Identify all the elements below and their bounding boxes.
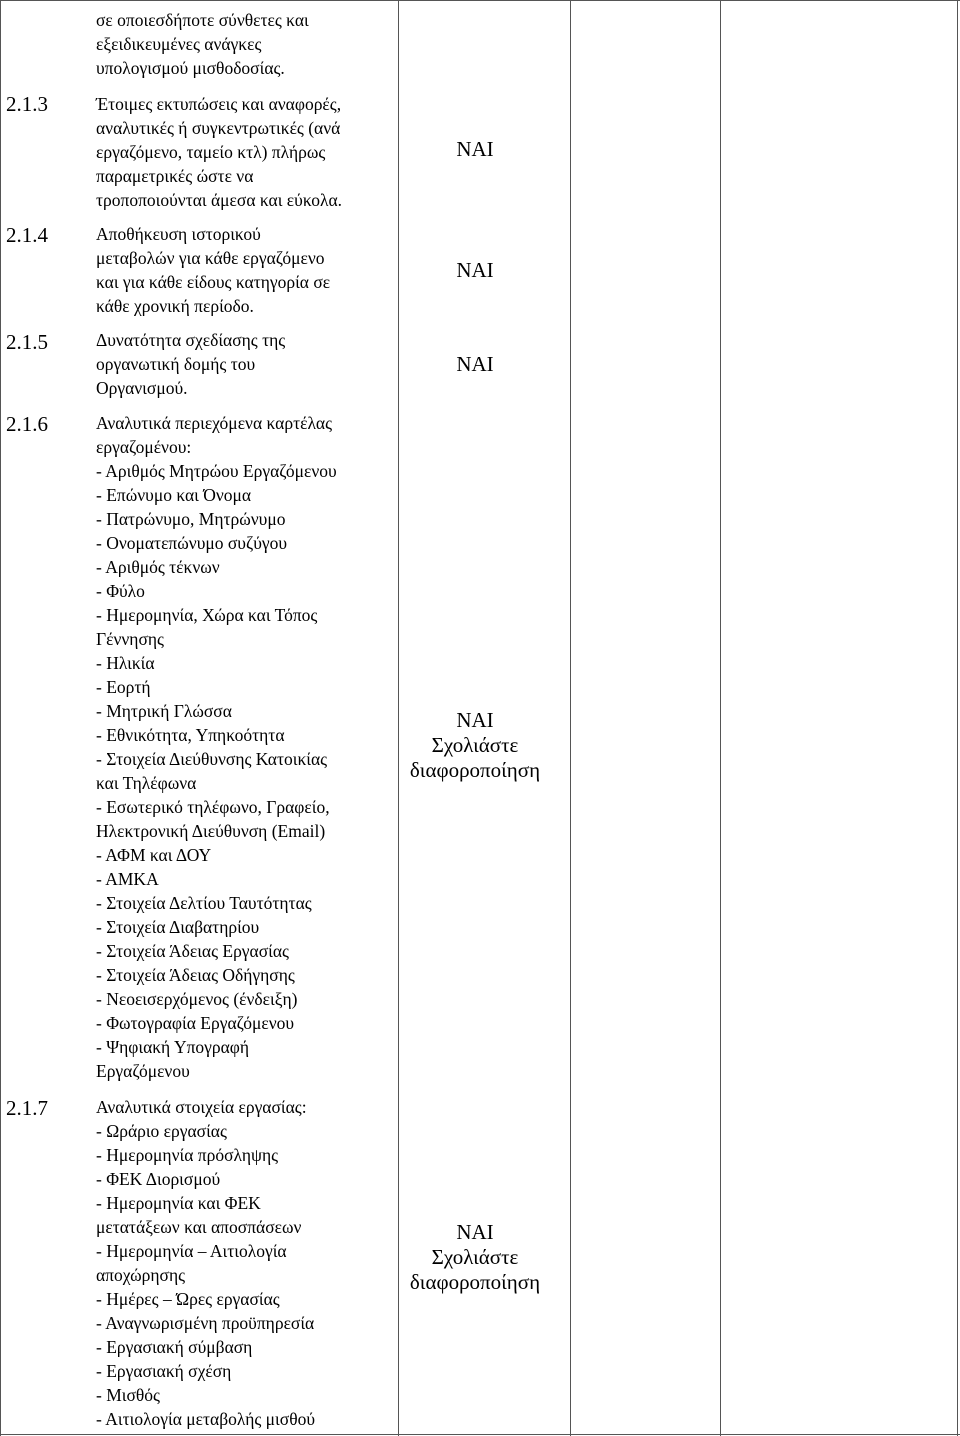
- description-line: - ΑΜΚΑ: [96, 869, 159, 889]
- description-line: Γέννησης: [96, 629, 164, 649]
- answer-line: διαφοροποίηση: [409, 758, 541, 782]
- description-line: - Ημέρες – Ώρες εργασίας: [96, 1289, 280, 1309]
- description-line: εργαζόμενο, ταμείο κτλ) πλήρως: [96, 142, 326, 162]
- description-line: Οργανισμού.: [96, 378, 188, 398]
- description-line: - Στοιχεία Άδειας Οδήγησης: [96, 965, 295, 985]
- description-line: Έτοιμες εκτυπώσεις και αναφορές,: [96, 94, 342, 114]
- description-line: - Εργασιακή σύμβαση: [96, 1337, 253, 1357]
- requirement-number: 2.1.3: [6, 92, 48, 116]
- description-line: - Εθνικότητα, Υπηκοότητα: [96, 725, 285, 745]
- requirement-number: 2.1.6: [6, 412, 48, 436]
- answer-line: ΝΑΙ: [456, 137, 494, 161]
- requirement-number: 2.1.4: [6, 223, 48, 247]
- description-line: Εργαζόμενου: [96, 1061, 190, 1081]
- description-line: - Ψηφιακή Υπογραφή: [96, 1037, 250, 1057]
- description-line: - Στοιχεία Άδειας Εργασίας: [96, 941, 289, 961]
- description-line: αναλυτικές ή συγκεντρωτικές (ανά: [96, 118, 341, 138]
- column-divider-left: [0, 0, 1, 1436]
- description-line: - Στοιχεία Διαβατηρίου: [96, 917, 260, 937]
- requirement-description: [96, 222, 330, 318]
- description-line: Δυνατότητα σχεδίασης της: [96, 330, 286, 350]
- description-line: μετατάξεων και αποσπάσεων: [96, 1217, 302, 1237]
- description-line: - Ημερομηνία – Αιτιολογία: [96, 1241, 287, 1261]
- compliance-answer: [390, 708, 560, 783]
- requirement-number: 2.1.7: [6, 1096, 48, 1120]
- table-border-top: [0, 0, 960, 1]
- description-line: υπολογισμού μισθοδοσίας.: [96, 58, 285, 78]
- description-line: Αποθήκευση ιστορικού: [96, 224, 261, 244]
- description-line: - Φύλο: [96, 581, 145, 601]
- description-line: - Μισθός: [96, 1385, 160, 1405]
- description-line: - Αριθμός τέκνων: [96, 557, 220, 577]
- description-line: Αναλυτικά περιεχόμενα καρτέλας: [96, 413, 333, 433]
- description-line: Ηλεκτρονική Διεύθυνση (Email): [96, 821, 326, 841]
- description-line: - Ημερομηνία και ΦΕΚ: [96, 1193, 261, 1213]
- description-line: - Επώνυμο και Όνομα: [96, 485, 252, 505]
- description-line: - Αιτιολογία μεταβολής μισθού: [96, 1409, 315, 1429]
- answer-line: ΝΑΙ: [456, 708, 494, 732]
- description-line: - Μητρική Γλώσσα: [96, 701, 232, 721]
- answer-line: Σχολιάστε: [431, 733, 519, 757]
- description-line: Αναλυτικά στοιχεία εργασίας:: [96, 1097, 307, 1117]
- description-line: - Στοιχεία Διεύθυνσης Κατοικίας: [96, 749, 328, 769]
- column-divider-answer: [570, 0, 571, 1436]
- description-line: εργαζομένου:: [96, 437, 192, 457]
- description-line: οργανωτική δομής του: [96, 354, 256, 374]
- description-line: - Εργασιακή σχέση: [96, 1361, 232, 1381]
- description-line: - ΑΦΜ και ΔΟΥ: [96, 845, 212, 865]
- description-line: τροποποιούνται άμεσα και εύκολα.: [96, 190, 343, 210]
- description-line: - Ωράριο εργασίας: [96, 1121, 227, 1141]
- description-line: - Πατρώνυμο, Μητρώνυμο: [96, 509, 286, 529]
- requirement-number: 2.1.5: [6, 330, 48, 354]
- description-line: εξειδικευμένες ανάγκες: [96, 34, 262, 54]
- requirement-description: [96, 1095, 315, 1431]
- compliance-answer: [390, 352, 560, 377]
- answer-line: Σχολιάστε: [431, 1245, 519, 1269]
- description-line: και για κάθε είδους κατηγορία σε: [96, 272, 331, 292]
- table-border-bottom: [0, 1434, 960, 1435]
- description-line: - Φωτογραφία Εργαζόμενου: [96, 1013, 295, 1033]
- column-divider-comments: [720, 0, 721, 1436]
- requirement-description: [96, 328, 285, 400]
- description-line: παραμετρικές ώστε να: [96, 166, 254, 186]
- compliance-answer: [390, 137, 560, 162]
- description-line: και Τηλέφωνα: [96, 773, 197, 793]
- description-line: μεταβολών για κάθε εργαζόμενο: [96, 248, 325, 268]
- description-line: - Ημερομηνία, Χώρα και Τόπος: [96, 605, 318, 625]
- description-line: - Στοιχεία Δελτίου Ταυτότητας: [96, 893, 312, 913]
- requirement-description: [96, 8, 309, 80]
- compliance-answer: [390, 1220, 560, 1295]
- description-line: - Εσωτερικό τηλέφωνο, Γραφείο,: [96, 797, 330, 817]
- description-line: κάθε χρονική περίοδο.: [96, 296, 254, 316]
- description-line: - Ονοματεπώνυμο συζύγου: [96, 533, 288, 553]
- answer-line: ΝΑΙ: [456, 352, 494, 376]
- requirement-description: [96, 411, 337, 1083]
- answer-line: ΝΑΙ: [456, 1220, 494, 1244]
- column-divider-right: [957, 0, 958, 1436]
- answer-line: ΝΑΙ: [456, 258, 494, 282]
- description-line: σε οποιεσδήποτε σύνθετες και: [96, 10, 309, 30]
- answer-line: διαφοροποίηση: [409, 1270, 541, 1294]
- description-line: - Εορτή: [96, 677, 151, 697]
- description-line: - ΦΕΚ Διορισμού: [96, 1169, 221, 1189]
- description-line: - Αριθμός Μητρώου Εργαζόμενου: [96, 461, 337, 481]
- description-line: αποχώρησης: [96, 1265, 186, 1285]
- description-line: - Νεοεισερχόμενος (ένδειξη): [96, 989, 298, 1009]
- compliance-answer: [390, 258, 560, 283]
- requirement-description: [96, 92, 342, 212]
- description-line: - Ημερομηνία πρόσληψης: [96, 1145, 279, 1165]
- description-line: - Ηλικία: [96, 653, 155, 673]
- description-line: - Αναγνωρισμένη προϋπηρεσία: [96, 1313, 315, 1333]
